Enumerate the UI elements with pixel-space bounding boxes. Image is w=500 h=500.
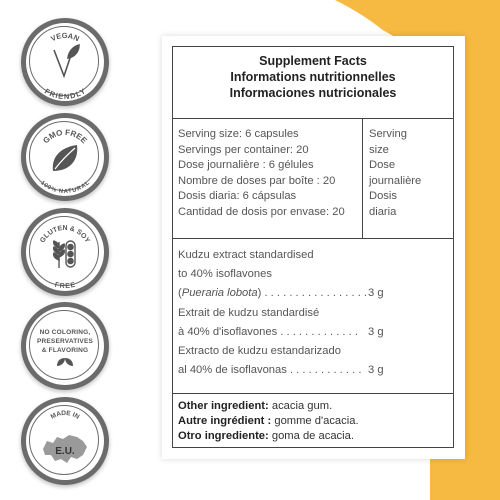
supplement-facts-panel [162, 36, 465, 459]
badge-bottom-text: 100% NATURAL [39, 180, 91, 196]
ingredient-line: Extracto de kudzu estandarizado [178, 345, 341, 358]
made-in-eu-badge [21, 397, 109, 485]
serving-col-line: Dose [369, 159, 396, 172]
badge-top-text: GMO FREE [41, 127, 89, 146]
ingredient-amount: 3 g [368, 364, 384, 377]
dot-leader: ) . . . . . . . . . . . . . . . . . [257, 287, 368, 300]
serving-line: Serving size: 6 capsules [178, 128, 299, 140]
badge-line: & FLAVORING [41, 347, 89, 354]
vegan-friendly-badge [21, 18, 109, 106]
gmo-free-badge [21, 113, 109, 201]
title-es: Informaciones nutricionales [229, 86, 397, 100]
facts-header [173, 47, 453, 119]
facts-table [172, 46, 454, 448]
badge-line: NO COLORING, [39, 329, 91, 336]
leaf-icon [53, 145, 78, 171]
title-en: Supplement Facts [259, 54, 367, 68]
ingredient-amount: 3 g [368, 325, 384, 338]
svg-text:VEGAN [49, 31, 81, 43]
other-ingredients-section [173, 393, 453, 447]
other-value: gomme d'acacia. [271, 415, 359, 427]
ingredient-latin-name: Pueraria lobota [181, 287, 258, 300]
other-value: goma de acacia. [268, 430, 354, 442]
no-coloring-badge [21, 302, 109, 390]
serving-col-line: diaria [369, 205, 397, 218]
svg-text:FRIENDLY [43, 87, 87, 102]
v-leaf-icon [54, 45, 79, 76]
serving-line: Dose journalière : 6 gélules [178, 159, 314, 172]
ingredient-line: to 40% isoflavones [178, 268, 272, 281]
ingredients-section: Kudzu extract standardised to 40% isoflavones (Pueraria lobota) . . . . . . . . . . . . . . . . . 3 g Extrait de kudzu standardisé à 40% d'isoflavones . . . . . . . . . . . . . 3 g Extracto de kudzu estandarizado al 40% de isoflavonas . . . . . . . . . . . . 3 g [178, 246, 448, 380]
leaves-icon [21, 302, 109, 390]
title-fr: Informations nutritionnelles [230, 70, 396, 84]
badge-top-text: MADE IN [49, 409, 81, 421]
svg-text:GMO FREE [41, 128, 89, 146]
badge-middle-text: E.U. [55, 446, 75, 457]
wheat-soy-icon [54, 241, 75, 268]
badge-bottom-text: FREE [53, 281, 77, 291]
serving-col-line: Dosis [369, 190, 397, 203]
serving-line: Cantidad de dosis por envase: 20 [178, 205, 345, 218]
svg-text:FREE [54, 282, 76, 291]
badge-bottom-text: FRIENDLY [43, 86, 87, 102]
serving-section [173, 119, 453, 239]
serving-col-line: size [369, 143, 389, 156]
ingredient-line: Extrait de kudzu standardisé [178, 306, 320, 319]
ingredient-amount: 3 g [368, 287, 384, 300]
serving-line: Servings per container: 20 [178, 143, 309, 156]
serving-line: Nombre de doses par boîte : 20 [178, 174, 336, 187]
badge-line: PRESERVATIVES [36, 338, 94, 345]
ingredient-line: à 40% d'isoflavones . . . . . . . . . . . . . [178, 325, 358, 338]
other-label: Autre ingrédient : [178, 415, 272, 427]
svg-text:100% NATURAL [39, 180, 91, 195]
other-label: Other ingredient: [178, 400, 269, 412]
badge-top-text: GLUTEN & SOY [39, 224, 91, 245]
serving-line: Dosis diaria: 6 cápsulas [178, 190, 297, 203]
ingredient-line: Kudzu extract standardised [178, 249, 314, 261]
ingredient-line: al 40% de isoflavonas . . . . . . . . . . . . [178, 364, 362, 377]
other-label: Otro ingrediente: [178, 430, 269, 442]
serving-col-line: journalière [369, 174, 422, 187]
svg-text:MADE IN [50, 410, 81, 421]
serving-col-line: Serving [369, 128, 407, 140]
gluten-soy-free-badge [21, 208, 109, 296]
svg-text:GLUTEN & SOY [39, 225, 91, 244]
badge-top-text: VEGAN [49, 30, 81, 44]
other-value: acacia gum. [268, 400, 333, 412]
